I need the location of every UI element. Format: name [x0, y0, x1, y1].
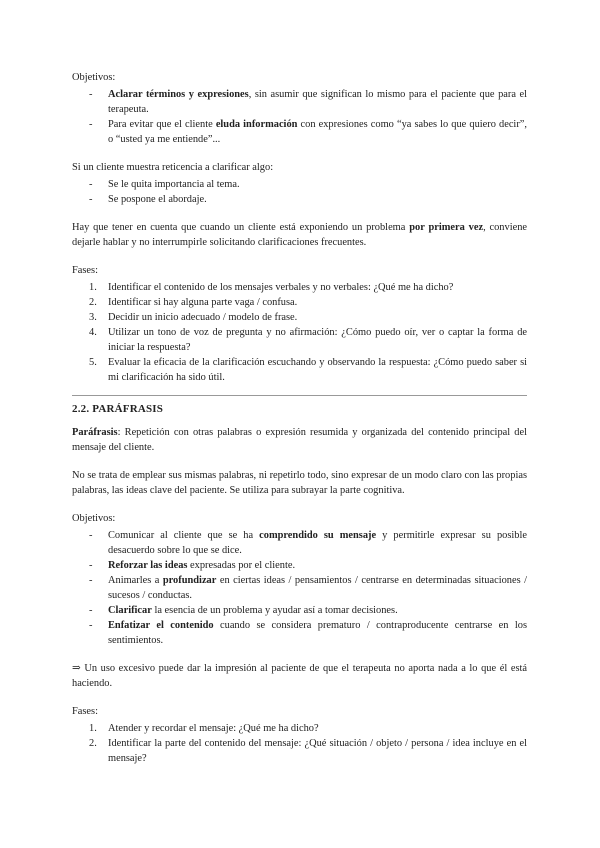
objetivo-pre: Animarles a — [108, 575, 163, 586]
dash-marker: - — [89, 575, 93, 586]
reticencia-text: Se le quita importancia al tema. — [108, 179, 240, 190]
objetivo-item — [72, 603, 527, 618]
fase-text: Atender y recordar el mensaje: ¿Qué me ha dicho? — [108, 723, 319, 734]
dash-marker: - — [89, 620, 93, 631]
reticencia-label: Si un cliente muestra reticencia a clarificar algo: — [72, 162, 274, 173]
objetivo-item — [72, 117, 527, 147]
objetivos-label: Objetivos: — [72, 72, 116, 83]
number-marker: 3. — [89, 312, 97, 323]
nota-rest: , conviene dejarle hablar y no interrumpirle solicitando clarificaciones frecuentes. — [72, 222, 527, 248]
fase-item — [72, 355, 527, 385]
reticencia-list — [72, 177, 527, 207]
dash-marker: - — [89, 89, 93, 100]
nota-pre: Hay que tener en cuenta que cuando un cliente está exponiendo un problema — [72, 222, 410, 233]
document-page — [72, 70, 527, 766]
objetivo-item — [72, 87, 527, 117]
objetivo-pre: Para evitar que el cliente — [108, 119, 216, 130]
dash-marker: - — [89, 179, 93, 190]
number-marker: 5. — [89, 357, 97, 368]
objetivo-text: la esencia de un problema y ayudar así a tomar decisiones. — [151, 605, 398, 616]
reticencia-item — [72, 177, 527, 192]
number-marker: 2. — [89, 738, 97, 749]
objetivo-bold: Clarificar — [108, 605, 152, 616]
fase-item — [72, 310, 527, 325]
nota-bold: por primera vez — [409, 222, 484, 233]
objetivo-text: cuando se considera prematuro / contraproducente centrarse en los sentimientos. — [108, 620, 527, 646]
definition-text: : Repetición con otras palabras o expresión resumida y organizada del contenido principal del mensaje del cliente. — [72, 427, 527, 453]
fase-text: Identificar la parte del contenido del mensaje: ¿Qué situación / objeto / persona / idea incluye en el mensaje? — [108, 738, 527, 764]
fase-item — [72, 736, 527, 766]
dash-marker: - — [89, 530, 93, 541]
objetivo-bold: Aclarar términos y expresiones — [108, 89, 249, 100]
dash-marker: - — [89, 194, 93, 205]
fases-label: Fases: — [72, 706, 98, 717]
objetivo-text: expresadas por el cliente. — [187, 560, 296, 571]
definition-paragraph — [72, 425, 527, 455]
objetivo-bold: profundizar — [162, 575, 217, 586]
objetivo-text: en ciertas ideas / pensamientos / centrarse en determinadas situaciones / sucesos / conductas. — [108, 575, 527, 601]
number-marker: 4. — [89, 327, 97, 338]
objetivos-list — [72, 87, 527, 147]
number-marker: 2. — [89, 297, 97, 308]
objetivo-text: , sin asumir que significan lo mismo para el paciente que para el terapeuta. — [108, 89, 527, 115]
dash-marker: - — [89, 560, 93, 571]
fase-text: Utilizar un tono de voz de pregunta y no afirmación: ¿Cómo puedo oír, ver o captar la forma de iniciar la respuesta? — [108, 327, 527, 353]
number-marker: 1. — [89, 282, 97, 293]
fases-list — [72, 721, 527, 766]
objetivo-bold: eluda información — [215, 119, 298, 130]
fase-text: Identificar si hay alguna parte vaga / confusa. — [108, 297, 298, 308]
aviso-paragraph: ⇒ Un uso excesivo puede dar la impresión al paciente de que el terapeuta no aporta nada a lo que él está haciendo. — [72, 663, 527, 689]
definition-term: Paráfrasis — [72, 427, 118, 438]
objetivo-bold: Enfatizar el contenido — [108, 620, 214, 631]
reticencia-item — [72, 192, 527, 207]
fase-item — [72, 280, 527, 295]
nota-paragraph — [72, 220, 527, 250]
objetivo-bold: Reforzar las ideas — [108, 560, 188, 571]
objetivo-item — [72, 558, 527, 573]
objetivo-pre: Comunicar al cliente que se ha — [108, 530, 260, 541]
objetivos-label: Objetivos: — [72, 513, 116, 524]
fase-item — [72, 721, 527, 736]
fases-label: Fases: — [72, 265, 98, 276]
fases-list — [72, 280, 527, 385]
fase-text: Decidir un inicio adecuado / modelo de frase. — [108, 312, 298, 323]
objetivo-text: y permitirle expresar su posible desacuerdo sobre lo que se dice. — [108, 530, 527, 556]
objetivo-item — [72, 528, 527, 558]
intro-paragraph: No se trata de emplear sus mismas palabras, ni repetirlo todo, sino expresar de un modo claro con las propias palabras, las ideas clave del paciente. Se utiliza para subrayar la parte cognitiva. — [72, 470, 527, 496]
fase-item — [72, 295, 527, 310]
objetivo-item — [72, 573, 527, 603]
section-divider — [72, 395, 527, 396]
dash-marker: - — [89, 605, 93, 616]
number-marker: 1. — [89, 723, 97, 734]
dash-marker: - — [89, 119, 93, 130]
fase-text: Identificar el contenido de los mensajes verbales y no verbales: ¿Qué me ha dicho? — [108, 282, 454, 293]
fase-text: Evaluar la eficacia de la clarificación escuchando y observando la respuesta: ¿Cómo puedo saber si mi clarificación ha sido útil. — [108, 357, 527, 383]
objetivos-list — [72, 528, 527, 648]
objetivo-bold: comprendido su mensaje — [259, 530, 377, 541]
objetivo-text: con expresiones como “ya sabes lo que quiero decir”, o “usted ya me entiende”... — [108, 119, 527, 145]
section-heading: 2.2. PARÁFRASIS — [72, 403, 164, 415]
fase-item — [72, 325, 527, 355]
objetivo-item — [72, 618, 527, 648]
reticencia-text: Se pospone el abordaje. — [108, 194, 207, 205]
